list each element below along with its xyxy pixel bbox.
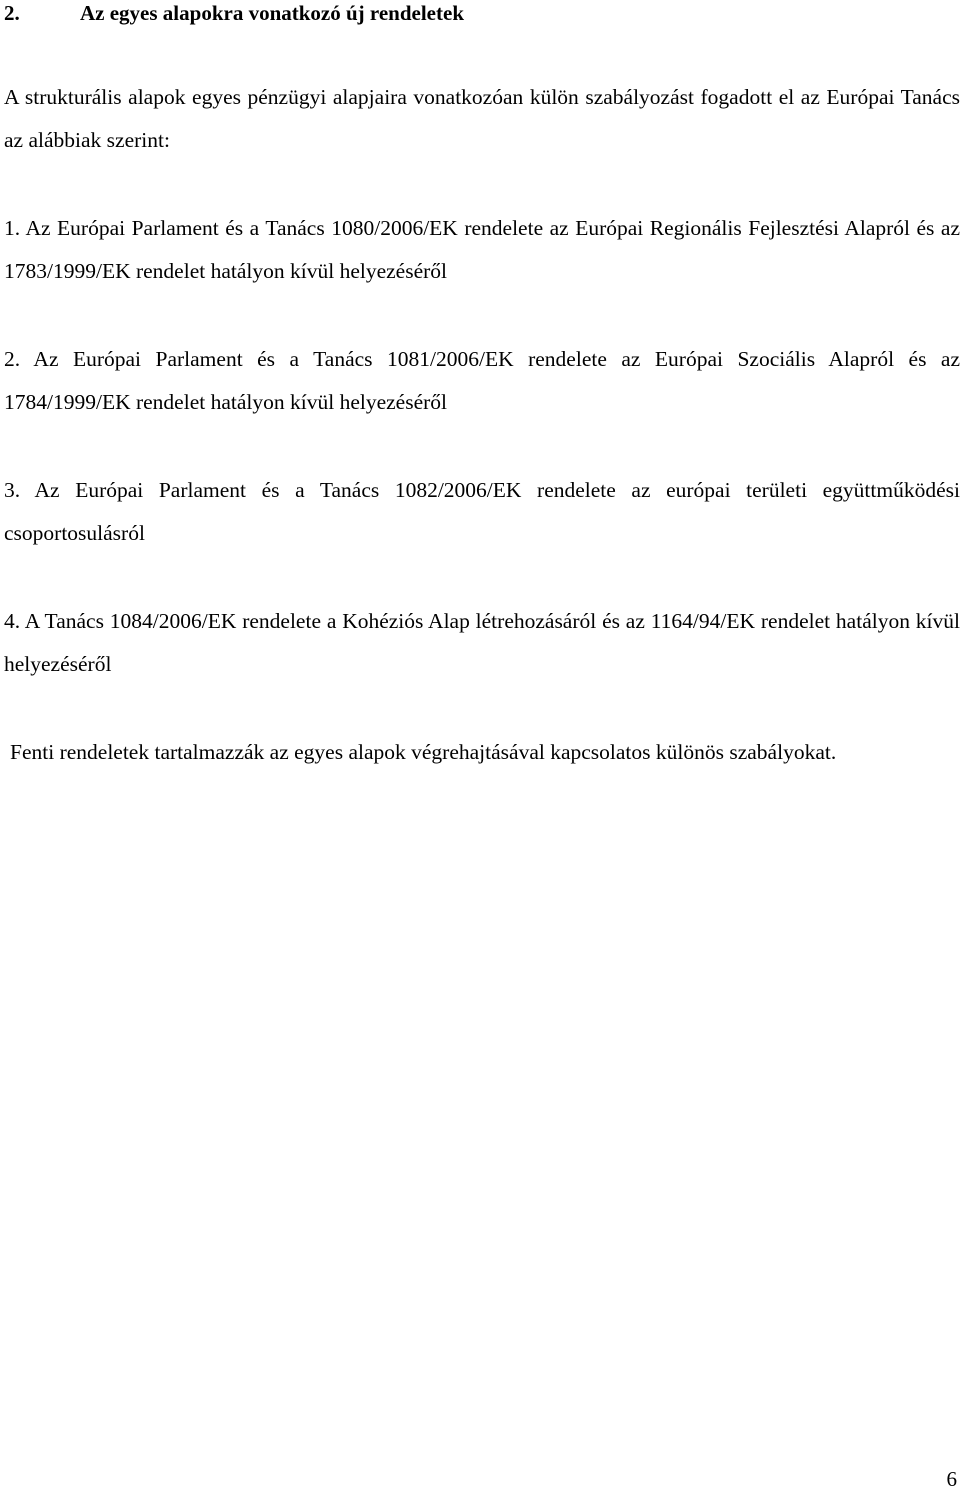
regulation-item-3: 3. Az Európai Parlament és a Tanács 1082/2006/EK rendelete az európai területi együttműködési csoportosulásról	[4, 478, 960, 545]
regulation-item-4: 4. A Tanács 1084/2006/EK rendelete a Kohéziós Alap létrehozásáról és az 1164/94/EK rendelet hatályon kívül helyezéséről	[4, 609, 960, 676]
closing-paragraph: Fenti rendeletek tartalmazzák az egyes alapok végrehajtásával kapcsolatos különös szabályokat.	[10, 740, 837, 764]
intro-paragraph: A strukturális alapok egyes pénzügyi alapjaira vonatkozóan külön szabályozást fogadott el az Európai Tanács az alábbiak szerint:	[4, 85, 960, 152]
regulation-item-1: 1. Az Európai Parlament és a Tanács 1080/2006/EK rendelete az Európai Regionális Fejlesztési Alapról és az 1783/1999/EK rendelet hatályon kívül helyezéséről	[4, 216, 960, 283]
section-title: Az egyes alapokra vonatkozó új rendeletek	[80, 1, 464, 25]
regulation-item-2: 2. Az Európai Parlament és a Tanács 1081/2006/EK rendelete az Európai Szociális Alapról és az 1784/1999/EK rendelet hatályon kívül helyezéséről	[4, 347, 960, 414]
section-number: 2.	[4, 1, 20, 25]
section-heading	[4, 0, 464, 26]
page-number: 6	[946, 1467, 957, 1491]
